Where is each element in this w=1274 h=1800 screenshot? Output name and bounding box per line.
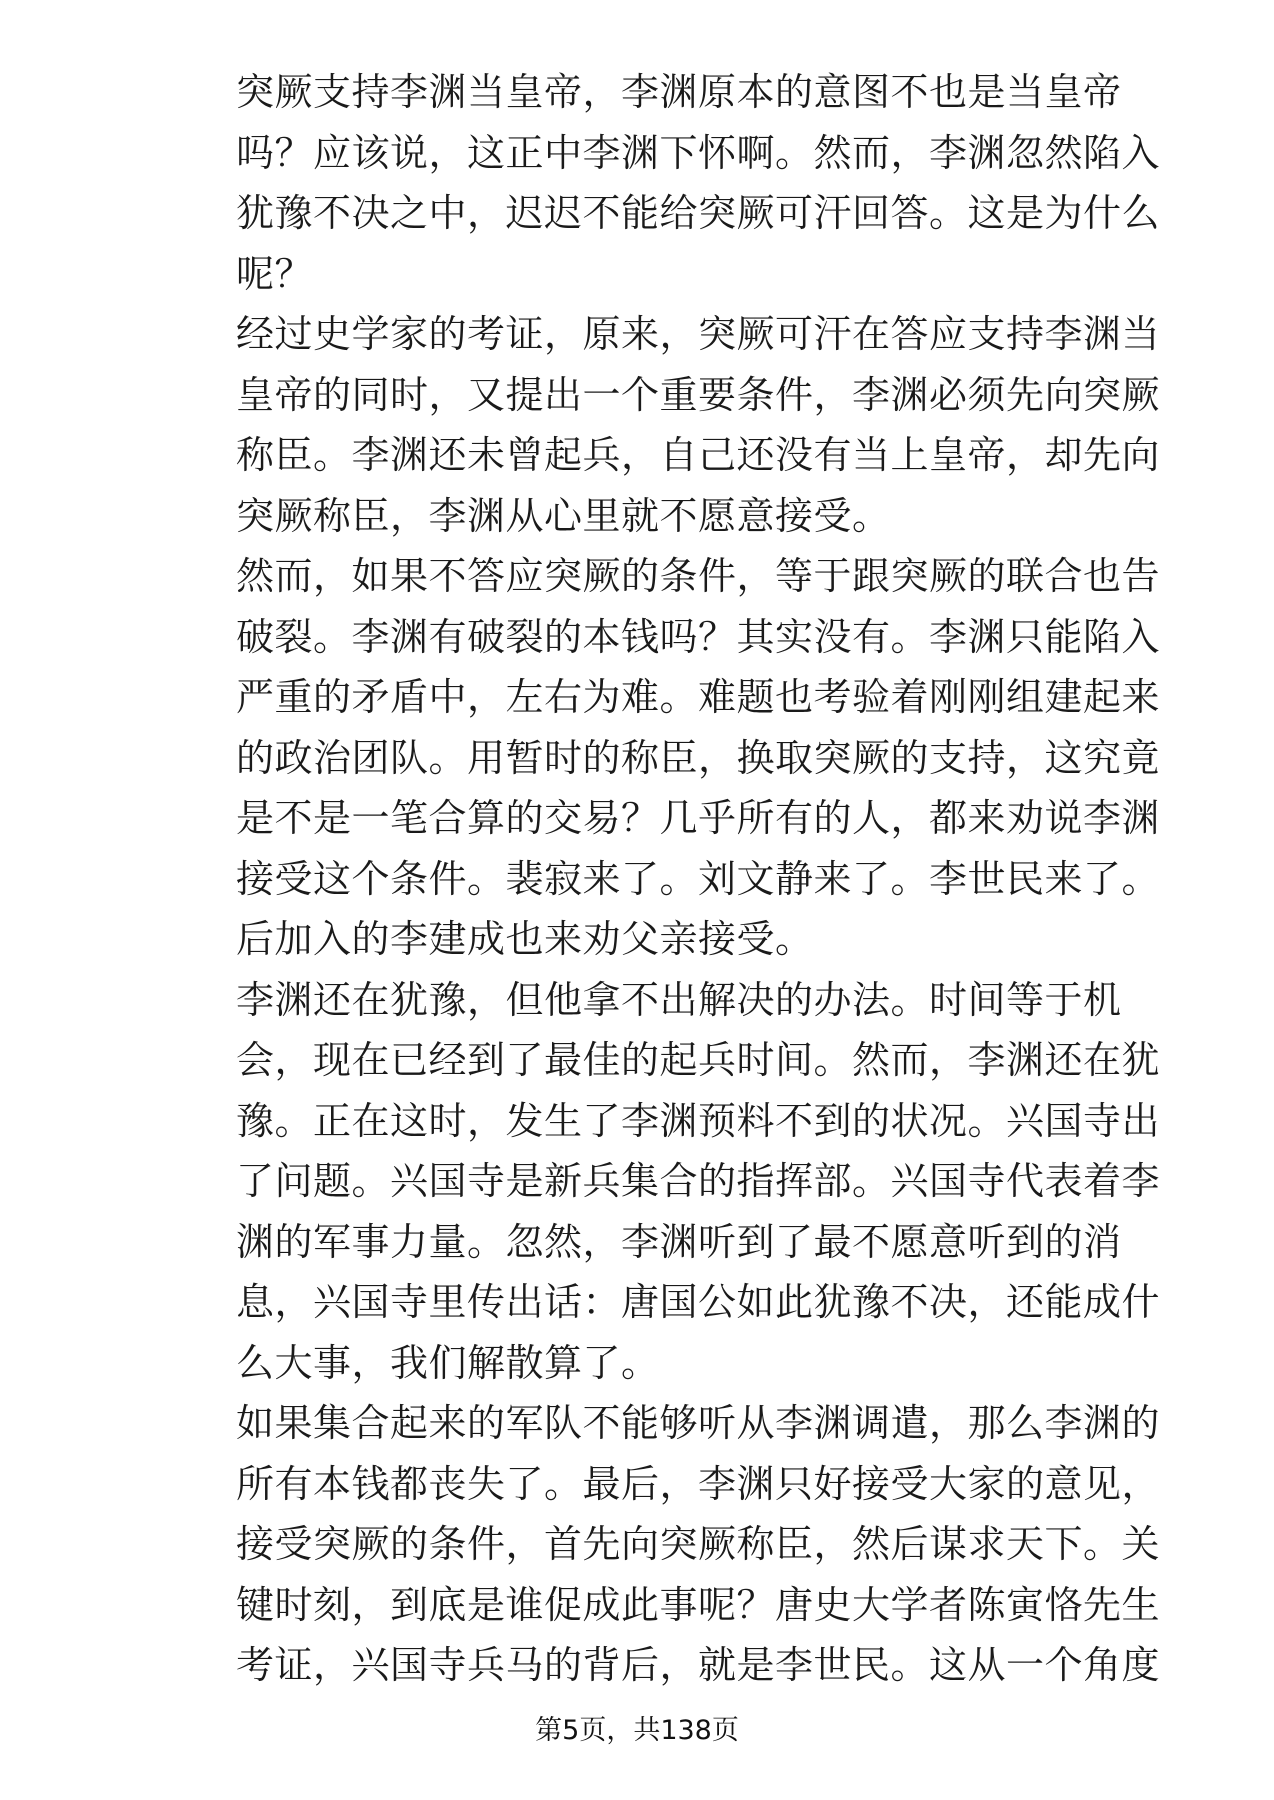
text-line: 会，现在已经到了最佳的起兵时间。然而，李渊还在犹 [236,1038,1161,1082]
text-line: 键时刻，到底是谁促成此事呢？唐史大学者陈寅恪先生 [236,1582,1161,1627]
text-line: 接受这个条件。裴寂来了。刘文静来了。李世民来了。 [236,856,1161,901]
text-line: 了问题。兴国寺是新兵集合的指挥部。兴国寺代表着李 [236,1159,1161,1203]
text-line: 犹豫不决之中，迟迟不能给突厥可汗回答。这是为什么 [236,191,1161,235]
text-line: 考证，兴国寺兵马的背后，就是李世民。这从一个角度 [236,1643,1161,1687]
text-line: 然而，如果不答应突厥的条件，等于跟突厥的联合也告 [236,554,1161,598]
text-line: 如果集合起来的军队不能够听从李渊调遣，那么李渊的 [236,1401,1161,1445]
text-line: 息，兴国寺里传出话：唐国公如此犹豫不决，还能成什 [236,1280,1161,1324]
page-number-footer: 第5页，共138页 [535,1715,739,1746]
text-line: 后加入的李建成也来劝父亲接受。 [236,917,814,961]
text-line: 皇帝的同时，又提出一个重要条件，李渊必须先向突厥 [236,372,1161,417]
text-line: 吗？应该说，这正中李渊下怀啊。然而，李渊忽然陷入 [236,130,1161,175]
text-line: 突厥支持李渊当皇帝，李渊原本的意图不也是当皇帝 [236,70,1122,114]
text-line: 破裂。李渊有破裂的本钱吗？其实没有。李渊只能陷入 [236,614,1161,659]
text-line: 严重的矛盾中，左右为难。难题也考验着刚刚组建起来 [236,675,1161,719]
text-line: 么大事，我们解散算了。 [236,1340,660,1385]
text-line: 突厥称臣，李渊从心里就不愿意接受。 [236,493,891,538]
text-line: 呢？ [236,251,314,296]
text-line: 经过史学家的考证，原来，突厥可汗在答应支持李渊当 [236,312,1161,356]
text-line: 接受突厥的条件，首先向突厥称臣，然后谋求天下。关 [236,1522,1161,1566]
text-line: 渊的军事力量。忽然，李渊听到了最不愿意听到的消 [236,1219,1122,1264]
text-line: 是不是一笔合算的交易？几乎所有的人，都来劝说李渊 [236,796,1161,840]
body-text [236,62,1161,1696]
text-line: 的政治团队。用暂时的称臣，换取突厥的支持，这究竟 [236,735,1161,780]
text-line: 豫。正在这时，发生了李渊预料不到的状况。兴国寺出 [236,1098,1161,1143]
text-line: 所有本钱都丧失了。最后，李渊只好接受大家的意见， [236,1461,1161,1506]
text-line: 李渊还在犹豫，但他拿不出解决的办法。时间等于机 [236,977,1122,1022]
text-line: 称臣。李渊还未曾起兵，自己还没有当上皇帝，却先向 [236,433,1161,477]
